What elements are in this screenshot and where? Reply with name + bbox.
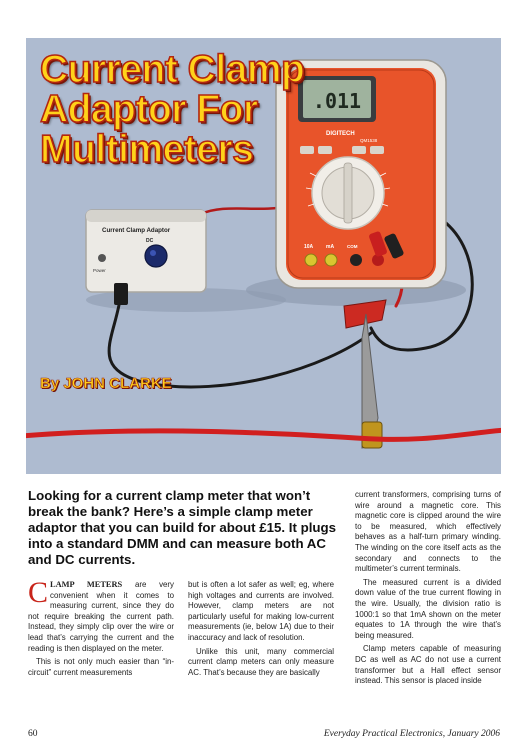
jack-10a-label: 10A <box>304 244 314 250</box>
title-line-3: Multimeters <box>40 128 254 171</box>
drop-cap: C <box>28 576 49 609</box>
jack-ma-label: mA <box>326 244 335 250</box>
jack-com-label: COM <box>347 244 358 249</box>
column-2-paragraph-1: but is often a lot safer as well; eg, where high voltages and currents are involved. However, clamp meters are not particularly useful for making low-current measurements (ie, below 1A) due to their inaccuracy and lack of resolution. <box>188 580 334 642</box>
column-1-paragraph-1 <box>28 576 174 654</box>
page-number: 60 <box>28 729 38 739</box>
power-label: Power <box>93 268 106 273</box>
column-1-paragraph-2: This is not only much easier than “in-circuit” current measurements <box>28 657 174 677</box>
lead-in-smallcaps: LAMP METERS <box>50 580 123 589</box>
column-3-paragraph-3: Clamp meters capable of measuring DC as well as AC do not use a current transformer but a Hall effect sensor instead. This sensor is placed inside <box>355 644 501 686</box>
adaptor-box <box>86 210 206 305</box>
lead-paragraph: Looking for a current clamp meter that won’t break the bank? Here’s a simple clamp meter adaptor that you can build for about £15. It plugs into a standard DMM and can measure both AC and DC currents. <box>28 488 337 567</box>
byline: By JOHN CLARKE <box>40 375 172 392</box>
title-line-2: Adaptor For <box>40 88 258 131</box>
title-line-1: Current Clamp <box>40 48 305 91</box>
meter-brand: DIGITECH <box>326 131 355 137</box>
magazine-footer: Everyday Practical Electronics, January 2006 <box>323 729 500 739</box>
meter-display: .011 <box>312 89 362 113</box>
body-column-3 <box>355 490 501 690</box>
knob-label: DC <box>146 238 154 244</box>
body-column-1 <box>28 576 174 681</box>
column-3-paragraph-1: current transformers, comprising turns of wire around a magnetic core. This magnetic core is clipped around the wire to be measured, which effectively behaves as a half-turn primary winding. The winding on the core itself acts as the secondary and connects to the multimeter’s current terminals. <box>355 490 501 574</box>
body-column-2 <box>188 580 334 681</box>
hero-photo <box>26 38 501 474</box>
column-2-paragraph-2: Unlike this unit, many commercial current clamp meters can only measure AC. That’s because they are basically <box>188 646 334 677</box>
meter-model: QM1538 <box>360 138 378 143</box>
column-1-paragraph-1-text: are very convenient when it comes to measuring current, since they do not require breaking the current path. Instead, they simply clip over the wire or lead that’s carrying the current and the reading is then displayed on the meter. <box>28 580 174 653</box>
device-label: Current Clamp Adaptor <box>102 227 171 234</box>
column-3-paragraph-2: The measured current is a divided down value of the true current flowing in the wire. Usually, the division ratio is 1000:1 so that 1mA shown on the meter equates to 1A through the wire that’s being measured. <box>355 577 501 640</box>
article-title <box>40 50 304 170</box>
